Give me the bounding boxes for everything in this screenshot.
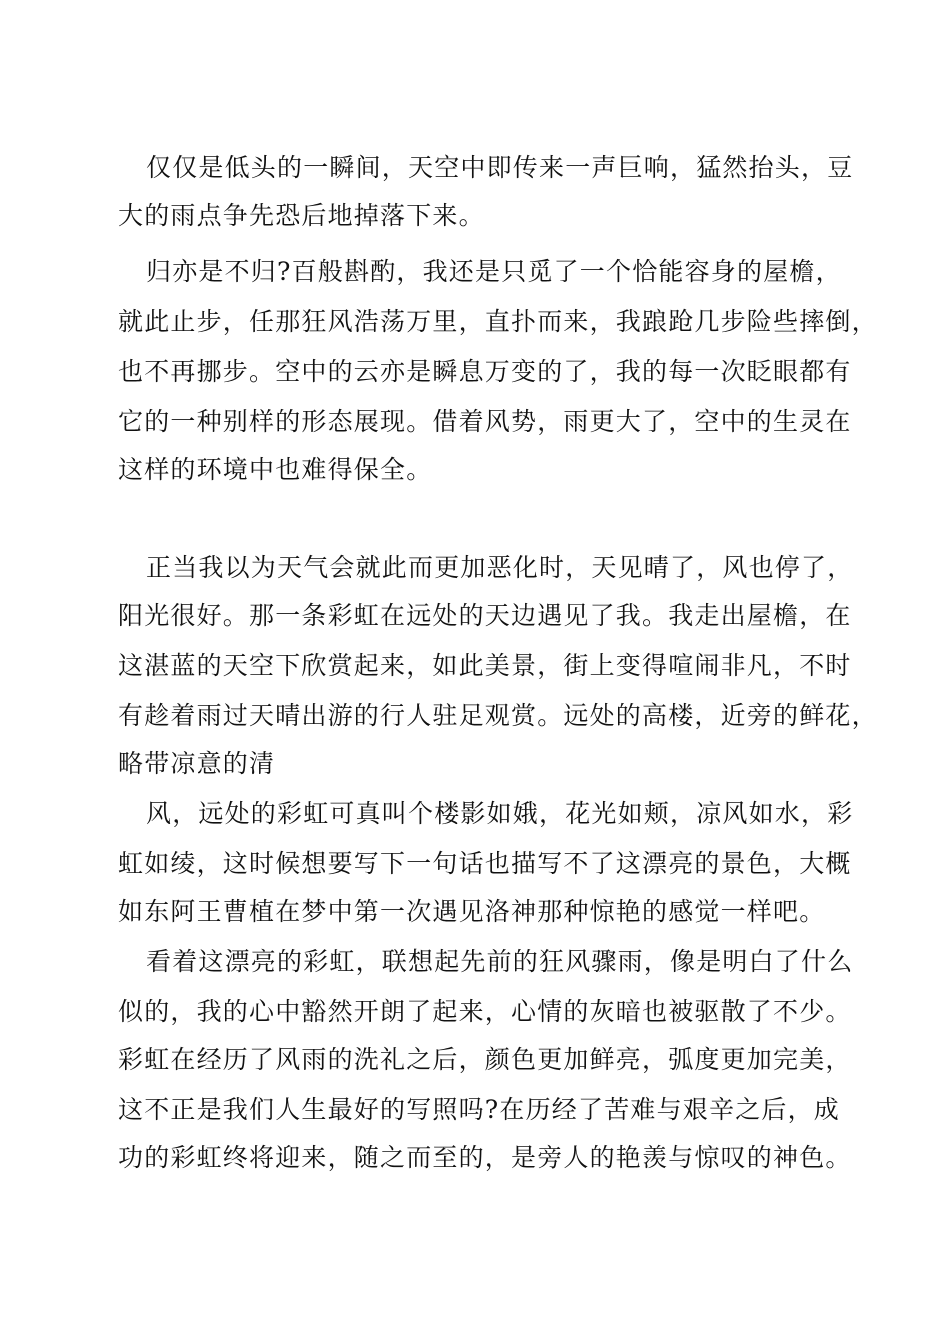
paragraph-2-line-2: 就此止步，任那狂风浩荡万里，直扑而来，我踉跄几步险些摔倒， (118, 307, 878, 336)
paragraph-3-line-5: 略带凉意的清 (118, 749, 276, 778)
paragraph-3-line-2: 阳光很好。那一条彩虹在远处的天边遇见了我。我走出屋檐，在 (118, 601, 852, 630)
paragraph-4-line-2: 虹如绫，这时候想要写下一句话也描写不了这漂亮的景色，大概 (118, 849, 852, 878)
paragraph-4-line-3: 如东阿王曹植在梦中第一次遇见洛神那种惊艳的感觉一样吧。 (118, 897, 826, 926)
paragraph-5-line-4: 这不正是我们人生最好的写照吗?在历经了苦难与艰辛之后，成 (118, 1095, 841, 1124)
paragraph-5-line-5: 功的彩虹终将迎来，随之而至的，是旁人的艳羡与惊叹的神色。 (118, 1143, 852, 1172)
paragraph-3-line-4: 有趁着雨过天晴出游的行人驻足观赏。远处的高楼，近旁的鲜花， (118, 701, 878, 730)
paragraph-2-line-1: 归亦是不归?百般斟酌，我还是只觅了一个恰能容身的屋檐， (146, 257, 842, 286)
paragraph-2-line-3: 也不再挪步。空中的云亦是瞬息万变的了，我的每一次眨眼都有 (118, 357, 852, 386)
paragraph-5-line-1: 看着这漂亮的彩虹，联想起先前的狂风骤雨，像是明白了什么 (146, 947, 854, 976)
paragraph-3-line-1: 正当我以为天气会就此而更加恶化时，天见晴了，风也停了， (146, 553, 854, 582)
paragraph-3-line-3: 这湛蓝的天空下欣赏起来，如此美景，街上变得喧闹非凡，不时 (118, 651, 852, 680)
paragraph-2-line-5: 这样的环境中也难得保全。 (118, 455, 433, 484)
paragraph-5-line-3: 彩虹在经历了风雨的洗礼之后，颜色更加鲜亮，弧度更加完美， (118, 1045, 852, 1074)
paragraph-5-line-2: 似的，我的心中豁然开朗了起来，心情的灰暗也被驱散了不少。 (118, 997, 852, 1026)
paragraph-1-line-1: 仅仅是低头的一瞬间，天空中即传来一声巨响，猛然抬头，豆 (146, 153, 854, 182)
paragraph-2-line-4: 它的一种别样的形态展现。借着风势，雨更大了，空中的生灵在 (118, 407, 852, 436)
paragraph-4-line-1: 风，远处的彩虹可真叫个楼影如娥，花光如颊，凉风如水，彩 (146, 799, 854, 828)
paragraph-1-line-2: 大的雨点争先恐后地掉落下来。 (118, 201, 485, 230)
